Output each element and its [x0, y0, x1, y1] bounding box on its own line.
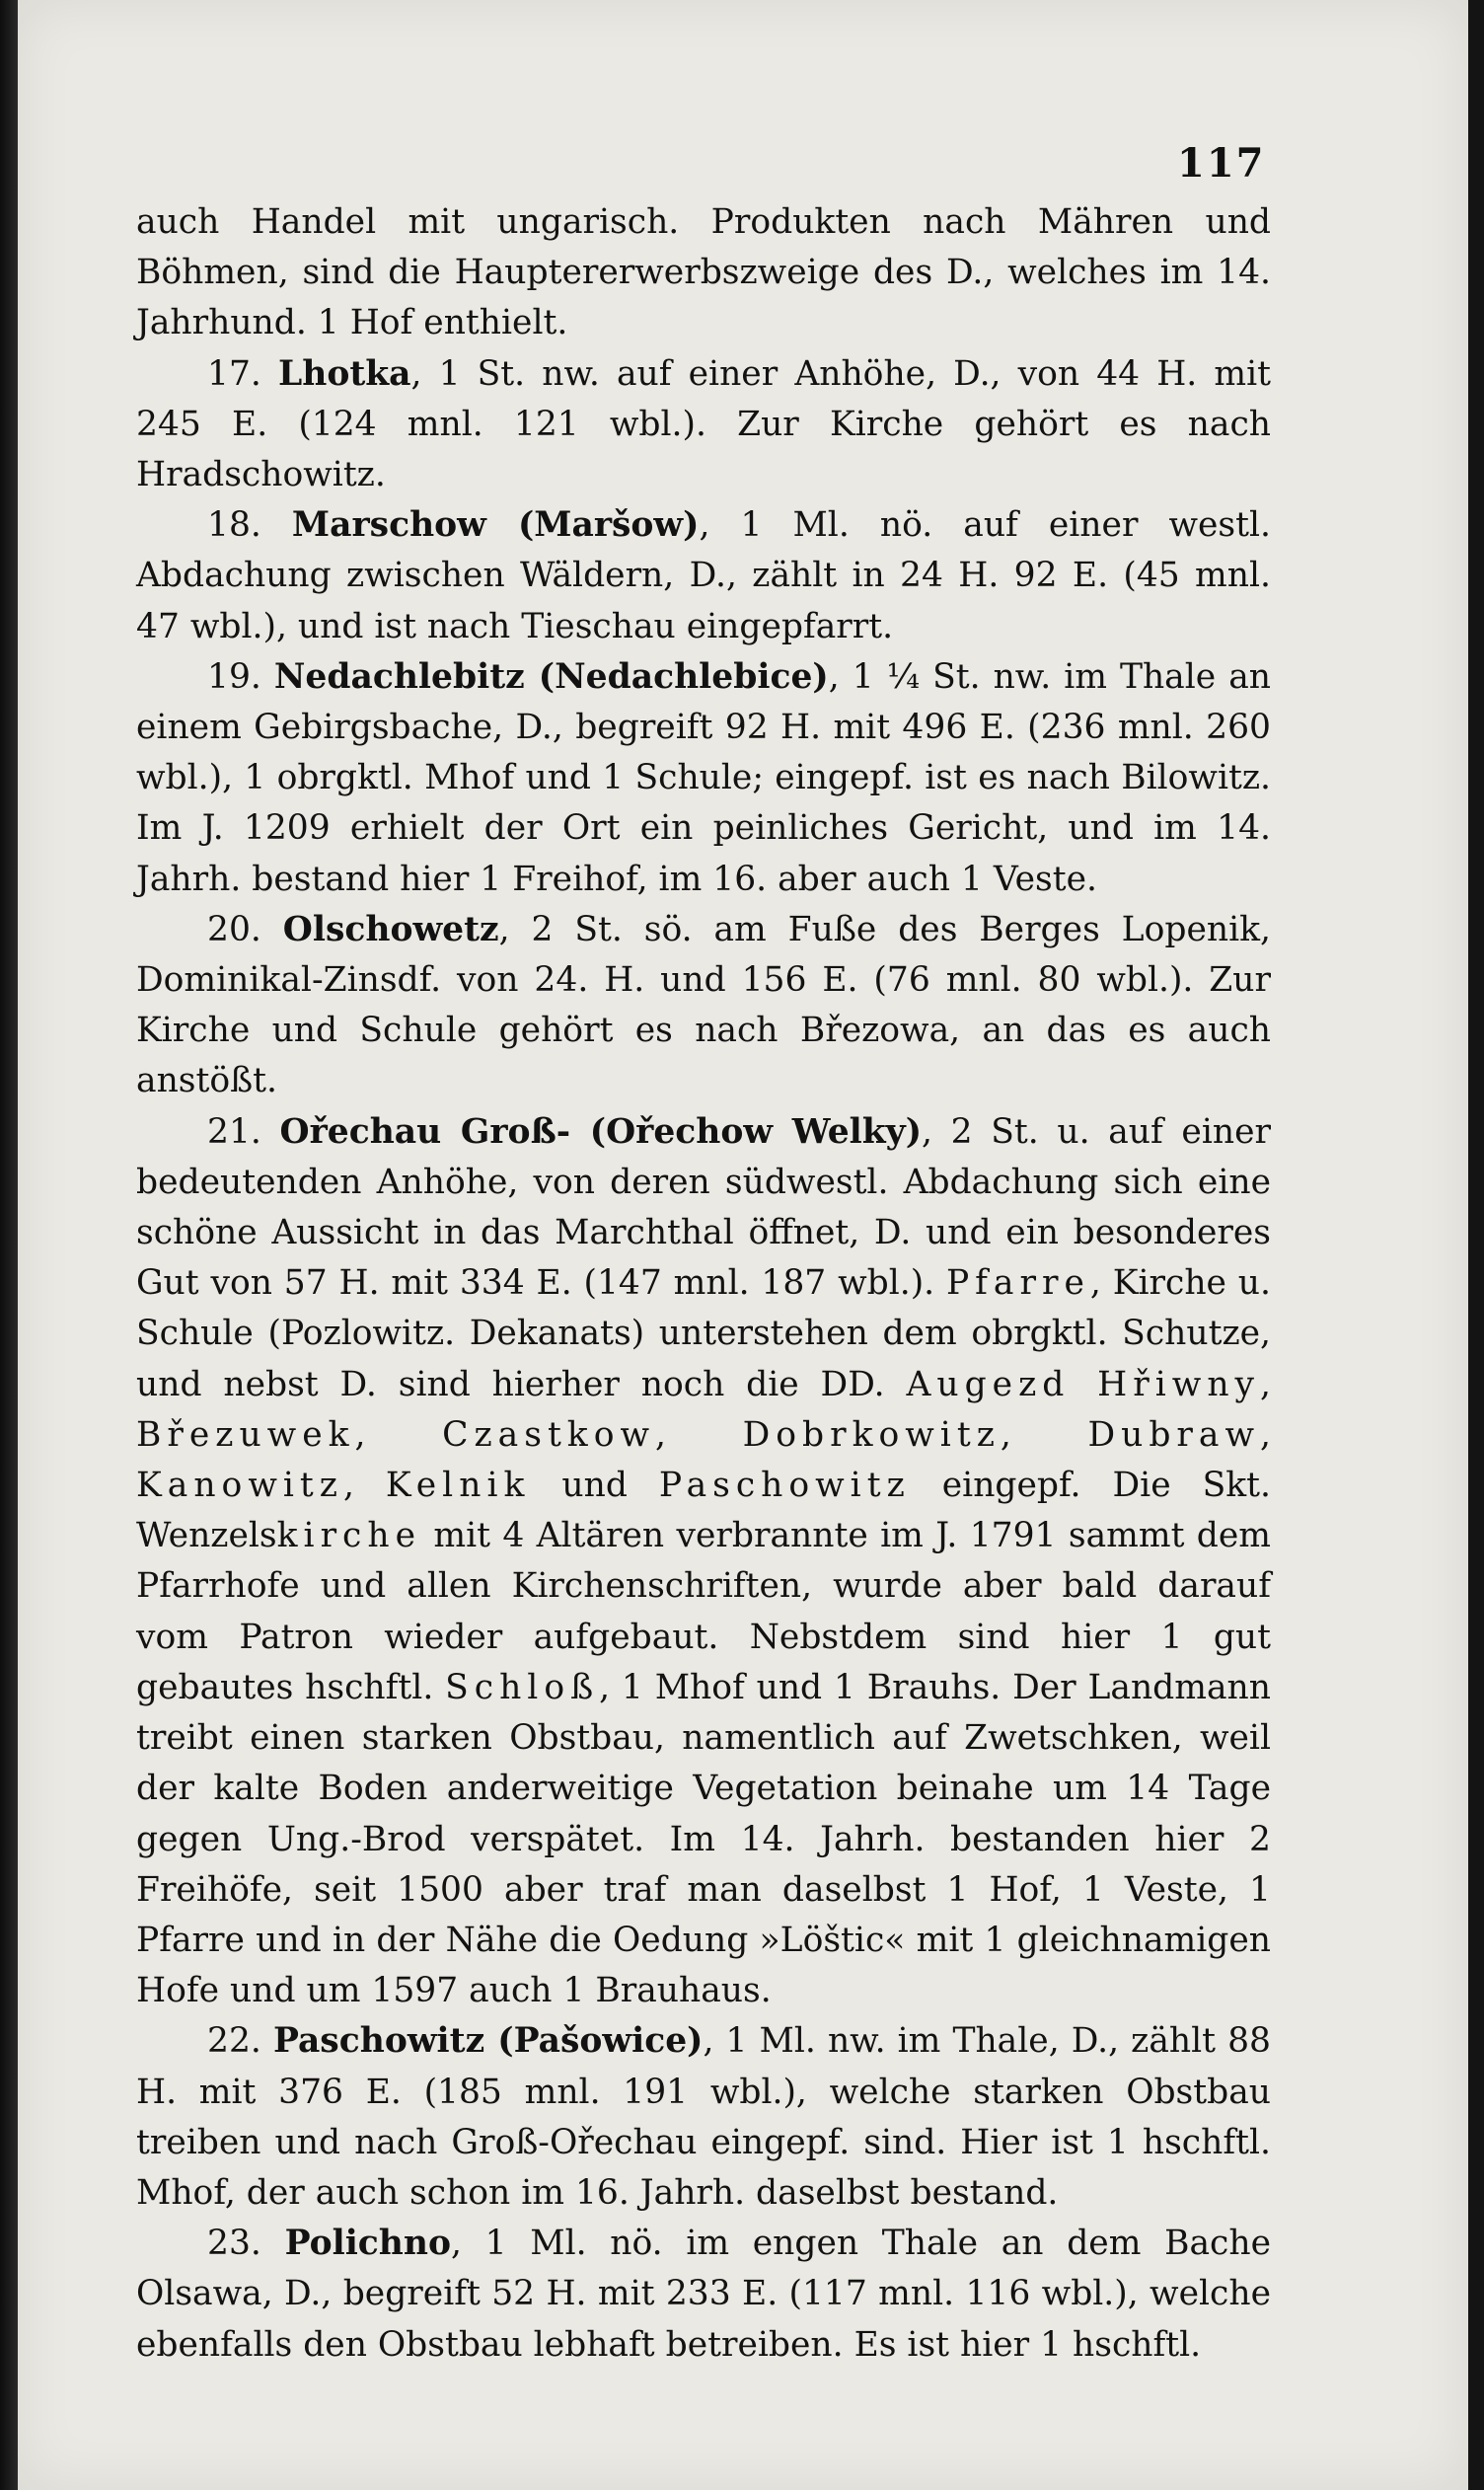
- spaced-term: Kanowitz: [136, 1466, 343, 1506]
- entry-paragraph-p19: [136, 652, 1271, 905]
- paragraph-text: , 2 St. sö. am Fuße des Berges Lopenik, Dominikal-Zinsdf. von 24. H. und 156 E. (76 mnl. 80 wbl.). Zur Kirche und Schule gehört es nach Březowa, an das es auch anstößt.: [136, 909, 1271, 1101]
- paragraph-text: 21.: [207, 1111, 280, 1152]
- entry-paragraph-p21: [136, 1107, 1271, 2017]
- paragraph-text: ,: [655, 1414, 743, 1455]
- paragraph-text: ,: [1260, 1414, 1271, 1455]
- paragraph-text: 17.: [207, 353, 278, 394]
- paragraph-text: , 1 Ml. nö. im engen Thale an dem Bache Olsawa, D., begreift 52 H. mit 233 E. (117 mnl. 116 wbl.), welche ebenfalls den Obstbau lebhaft betreiben. Es ist hier 1 hschftl.: [136, 2224, 1271, 2365]
- paragraph-text: ,: [1260, 1364, 1272, 1404]
- place-name: Olschowetz: [282, 909, 499, 949]
- entry-paragraph-p18: [136, 500, 1271, 652]
- spaced-term: Czastkow: [442, 1414, 656, 1455]
- paragraph-text: , 1 ¼ St. nw. im Thale an einem Gebirgsbache, D., begreift 92 H. mit 496 E. (236 mnl. 260 wbl.), 1 obrgktl. Mhof und 1 Schule; eingepf. ist es nach Bilowitz. Im J. 1209 erhielt der Ort ein peinliches Gericht, und im 14. Jahrh. bestand hier 1 Freihof, im 16. aber auch 1 Veste.: [136, 656, 1271, 899]
- spaced-term: Pfarre: [945, 1263, 1090, 1304]
- page-edge: [1468, 0, 1484, 2490]
- entry-paragraph-p17: [136, 349, 1271, 501]
- entry-paragraph-p20: [136, 905, 1271, 1107]
- paragraph-text: auch Handel mit ungarisch. Produkten nach Mähren und Böhmen, sind die Hauptererwerbszweige des D., welches im 14. Jahrhund. 1 Hof enthielt.: [136, 202, 1271, 343]
- paragraph-text: , Kirche u. Schule (Pozlowitz. Dekanats) unterstehen dem obrgktl. Schutze, und nebst D. sind hierher noch die DD.: [136, 1263, 1271, 1404]
- paragraph-text: und: [530, 1466, 659, 1506]
- paragraph-text: 19.: [207, 656, 274, 697]
- place-name: Nedachlebitz (Nedachlebice): [273, 656, 829, 697]
- paragraph-text: 18.: [207, 505, 292, 546]
- page-spine: [0, 0, 18, 2490]
- paragraph-text: , 1 Ml. nö. auf einer westl. Abdachung zwischen Wäldern, D., zählt in 24 H. 92 E. (45 mnl. 47 wbl.), und ist nach Tieschau eingepfarrt.: [136, 505, 1271, 646]
- paragraph-text: , 1 Mhof und 1 Brauhs. Der Landmann treibt einen starken Obstbau, namentlich auf Zwetschken, weil der kalte Boden anderweitige Vegetation beinahe um 14 Tage gegen Ung.-Brod verspätet. Im 14. Jahrh. bestanden hier 2 Freihöfe, seit 1500 aber traf man daselbst 1 Hof, 1 Veste, 1 Pfarre und in der Nähe die Oedung »Löštic« mit 1 gleichnamigen Hofe und um 1597 auch 1 Brauhaus.: [136, 1667, 1271, 2011]
- paragraph-text: , 1 Ml. nw. im Thale, D., zählt 88 H. mit 376 E. (185 mnl. 191 wbl.), welche starken Obstbau treiben und nach Groß-Ořechau eingepf. sind. Hier ist 1 hschftl. Mhof, der auch schon im 16. Jahrh. daselbst bestand.: [136, 2021, 1271, 2213]
- spaced-term: Kelnik: [385, 1466, 531, 1506]
- spaced-term: Augezd Hřiwny: [906, 1364, 1261, 1404]
- place-name: Polichno: [284, 2224, 451, 2264]
- paragraph-text: 23.: [207, 2224, 285, 2264]
- page-number: 117: [1177, 140, 1266, 187]
- paragraph-text: , 1 St. nw. auf einer Anhöhe, D., von 44 H. mit 245 E. (124 mnl. 121 wbl.). Zur Kirche gehört es nach Hradschowitz.: [136, 353, 1271, 495]
- paragraph-text: ,: [354, 1414, 443, 1455]
- paragraph-text: , 2 St. u. auf einer bedeutenden Anhöhe, von deren südwestl. Abdachung sich eine schöne Aussicht in das Marchthal öffnet, D. und ein besonderes Gut von 57 H. mit 334 E. (147 mnl. 187 wbl.).: [136, 1111, 1271, 1304]
- spaced-term: Dobrkowitz: [742, 1414, 1001, 1455]
- paragraph-text: eingepf. Die Skt. Wenzels: [136, 1466, 1271, 1556]
- entry-paragraph-p16-cont: [136, 197, 1271, 349]
- spaced-term: kirche: [276, 1516, 422, 1556]
- spaced-term: Dubraw: [1087, 1414, 1261, 1455]
- page-body: [136, 197, 1271, 2371]
- entry-paragraph-p23: [136, 2219, 1271, 2371]
- place-name: Paschowitz (Pašowice): [272, 2021, 704, 2062]
- spaced-term: Březuwek: [136, 1414, 355, 1455]
- spaced-term: Schloß: [445, 1667, 600, 1707]
- paragraph-text: 20.: [207, 909, 283, 949]
- place-name: Ořechau Groß- (Ořechow Welky): [279, 1111, 923, 1152]
- book-page: [18, 0, 1468, 2490]
- entry-paragraph-p22: [136, 2016, 1271, 2219]
- paragraph-text: ,: [342, 1466, 386, 1506]
- place-name: Lhotka: [277, 353, 411, 394]
- spaced-term: Paschowitz: [658, 1466, 911, 1506]
- place-name: Marschow (Maršow): [291, 505, 700, 546]
- paragraph-text: ,: [1000, 1414, 1088, 1455]
- paragraph-text: 22.: [207, 2021, 273, 2062]
- paragraph-text: mit 4 Altären verbrannte im J. 1791 sammt dem Pfarrhofe und allen Kirchenschriften, wurde aber bald darauf vom Patron wieder aufgebaut. Nebstdem sind hier 1 gut gebautes hschftl.: [136, 1516, 1271, 1707]
